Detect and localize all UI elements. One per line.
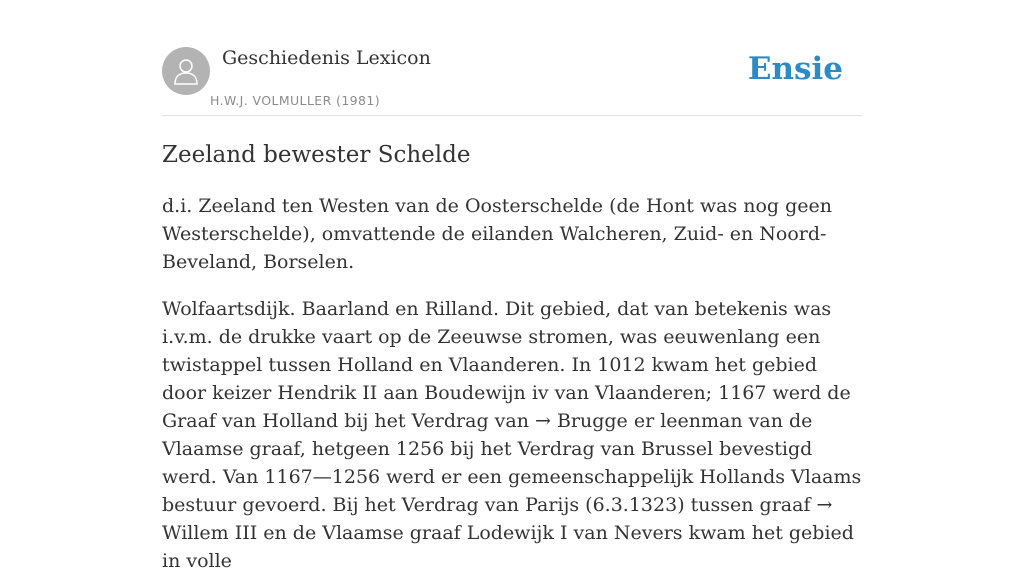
- author-byline[interactable]: H.W.J. VOLMULLER (1981): [210, 93, 381, 108]
- user-icon: [172, 56, 200, 86]
- avatar[interactable]: [162, 47, 210, 95]
- header: [162, 0, 862, 116]
- book-title[interactable]: Geschiedenis Lexicon: [222, 47, 431, 69]
- brand-logo[interactable]: Ensie: [747, 51, 843, 87]
- paragraph: d.i. Zeeland ten Westen van de Oosterschelde (de Hont was nog geen Westerschelde), omvattende de eilanden Walcheren, Zuid- en Noord-Beveland, Borselen.: [162, 195, 833, 273]
- entry-title: Zeeland bewester Schelde: [162, 142, 471, 168]
- page-container: [162, 0, 862, 572]
- paragraph: Wolfaartsdijk. Baarland en Rilland. Dit gebied, dat van betekenis was i.v.m. de drukke vaart op de Zeeuwse stromen, was eeuwenlang een twistappel tussen Holland en Vlaanderen. In 1012 kwam het gebied door keizer Hendrik II aan Boudewijn iv van Vlaanderen; 1167 werd de Graaf van Holland bij het Verdrag van → Brugge er leenman van de Vlaamse graaf, hetgeen 1256 bij het Verdrag van Brussel bevestigd werd. Van 1167—1256 werd er een gemeenschappelijk Hollands Vlaams bestuur gevoerd. Bij het Verdrag van Parijs (6.3.1323) tussen graaf → Willem III en de Vlaamse graaf Lodewijk I van Nevers kwam het gebied in volle: [162, 298, 862, 572]
